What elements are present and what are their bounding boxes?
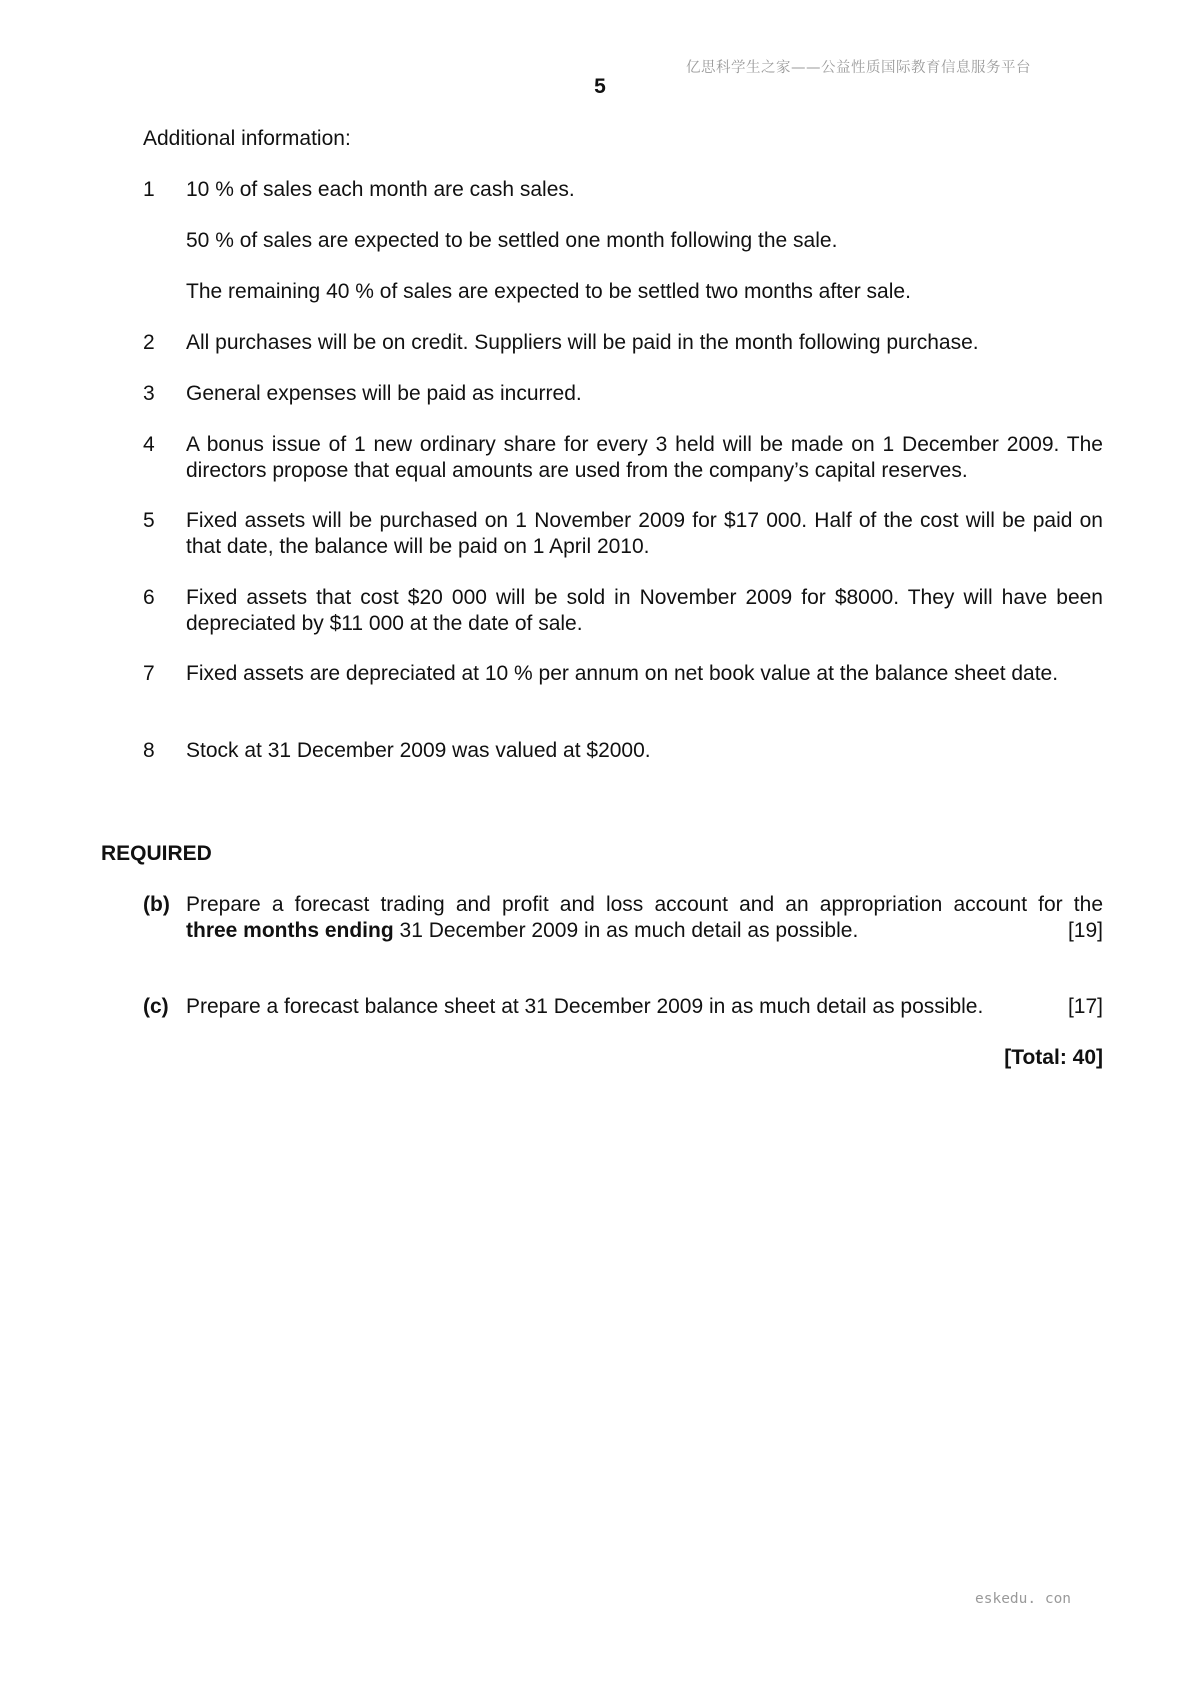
item-text: Stock at 31 December 2009 was valued at $2000. xyxy=(186,739,651,762)
part-line-1: Prepare a forecast trading and profit and loss account and an appropriation account for the xyxy=(186,893,1103,916)
item-text: Fixed assets are depreciated at 10 % per annum on net book value at the balance sheet date. xyxy=(186,662,1059,685)
part-body xyxy=(186,892,1103,944)
info-item-3 xyxy=(143,381,1103,407)
info-item-6 xyxy=(143,585,1103,637)
total-marks: [Total: 40] xyxy=(1004,1046,1103,1069)
watermark-header: 亿思科学生之家——公益性质国际教育信息服务平台 xyxy=(686,60,1031,76)
info-item-1 xyxy=(143,177,1103,203)
intro-heading: Additional information: xyxy=(143,127,351,150)
info-item-1-line-3 xyxy=(143,279,1103,305)
item-number: 4 xyxy=(143,433,155,456)
item-number: 5 xyxy=(143,509,155,532)
info-item-2 xyxy=(143,330,1103,356)
part-line-2-rest: 31 December 2009 in as much detail as possible. xyxy=(393,919,859,942)
part-emphasis: three months ending xyxy=(186,919,394,942)
item-number: 3 xyxy=(143,382,155,405)
required-heading: REQUIRED xyxy=(101,842,212,865)
item-text: All purchases will be on credit. Suppliers will be paid in the month following purchase. xyxy=(186,331,979,354)
info-item-7 xyxy=(143,661,1103,687)
item-number: 6 xyxy=(143,586,155,609)
part-body xyxy=(186,994,1103,1020)
part-label: (b) xyxy=(143,893,170,916)
item-text: Fixed assets that cost $20 000 will be sold in November 2009 for $8000. They will have been depreciated by $11 000 at the date of sale. xyxy=(186,586,1103,635)
marks-allocation: [19] xyxy=(1067,919,1103,942)
item-line: The remaining 40 % of sales are expected to be settled two months after sale. xyxy=(186,280,911,303)
item-text: Fixed assets will be purchased on 1 November 2009 for $17 000. Half of the cost will be paid on that date, the balance will be paid on 1 April 2010. xyxy=(186,509,1103,558)
info-item-1-line-2 xyxy=(143,228,1103,254)
item-line: 50 % of sales are expected to be settled one month following the sale. xyxy=(186,229,838,252)
info-item-4 xyxy=(143,432,1103,484)
item-number: 7 xyxy=(143,662,155,685)
item-line: 10 % of sales each month are cash sales. xyxy=(186,178,575,201)
item-text: A bonus issue of 1 new ordinary share for every 3 held will be made on 1 December 2009. The directors propose that equal amounts are used from the company’s capital reserves. xyxy=(186,433,1103,482)
item-text: General expenses will be paid as incurred. xyxy=(186,382,582,405)
marks-allocation: [17] xyxy=(1067,995,1103,1018)
part-label: (c) xyxy=(143,995,169,1018)
part-b xyxy=(143,892,1103,944)
watermark-footer: eskedu. con xyxy=(975,1591,1072,1607)
part-line-2 xyxy=(186,918,1103,944)
part-text: Prepare a forecast balance sheet at 31 December 2009 in as much detail as possible. xyxy=(186,995,984,1018)
item-number: 1 xyxy=(143,178,155,201)
item-number: 2 xyxy=(143,331,155,354)
info-item-5 xyxy=(143,508,1103,560)
item-number: 8 xyxy=(143,739,155,762)
part-c xyxy=(143,994,1103,1020)
info-item-8 xyxy=(143,738,1103,764)
page-number: 5 xyxy=(594,75,606,98)
